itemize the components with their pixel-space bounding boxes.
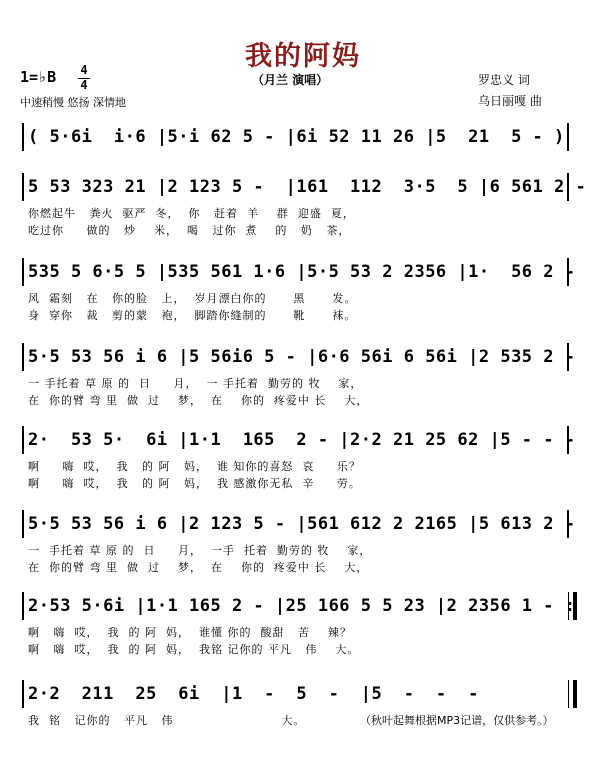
time-bottom: 4	[80, 78, 88, 92]
lyric-verse-1: 风 霜刻 在 你的脸 上， 岁月漂白你的 黑 发。	[28, 292, 357, 305]
lyric-verse-1: 你燃起牛 粪火 驱严 冬， 你 赶着 羊 群 迎盛 夏，	[28, 207, 355, 220]
notation-line: 5·5 53 56 i 6 |5 56i6 5 - |6·6 56i 6 56i |2 535 2 -	[28, 347, 576, 367]
lyric-verse-2: 在 你的臂 弯 里 做 过 梦， 在 你的 疼爱中 长 大，	[28, 561, 369, 574]
lyric-verse-1: 啊 嗨 哎， 我 的 阿 妈， 谁 知你的喜怒 哀 乐？	[28, 460, 361, 473]
transcription-note: （秋叶起舞根据MP3记谱，仅供参考。）	[360, 714, 554, 727]
singer-credit: （月兰 演唱）	[252, 73, 329, 87]
notation-line: 2· 53 5· 6i |1·1 165 2 - |2·2 21 25 62 |5 - - -	[28, 430, 576, 450]
lyric-verse-1: 一 手托着 草 原 的 日 月， 一 手托着 勤劳的 牧 家，	[28, 377, 363, 390]
lyric-verse-2: 在 你的臂 弯 里 做 过 梦， 在 你的 疼爱中 长 大，	[28, 394, 369, 407]
notation-line: 535 5 6·5 5 |535 561 1·6 |5·5 53 2 2356 |1· 56 2 -	[28, 262, 576, 282]
notation-line: 5·5 53 56 i 6 |2 123 5 - |561 612 2 2165 |5 613 2 -	[28, 514, 576, 534]
page-title: 我的阿妈	[245, 41, 361, 72]
notation-line: ( 5·6i i·6 |5·i 62 5 - |6i 52 11 26 |5 21 5 - )	[28, 127, 565, 147]
lyric-verse-1: 我 铭 记你的 平凡 伟 大。	[28, 714, 306, 727]
notation-line: 2·53 5·6i |1·1 165 2 - |25 166 5 5 23 |2 2356 1 - :	[28, 596, 576, 616]
lyric-verse-1: 一 手托着 草 原 的 日 月， 一手 托着 勤劳的 牧 家，	[28, 544, 372, 557]
key-signature: 1=♭B	[20, 68, 57, 86]
time-signature	[78, 64, 90, 92]
lyricist-credit: 罗忠义 词	[478, 73, 530, 87]
tempo-marking: 中速稍慢 悠扬 深情地	[20, 96, 126, 109]
lyric-verse-2: 吃过你 做的 炒 米， 喝 过你 煮 的 奶 茶，	[28, 224, 351, 237]
lyric-verse-1: 啊 嗨 哎， 我 的 阿 妈， 谁懂 你的 酸甜 苦 辣？	[28, 626, 352, 639]
lyric-verse-2: 啊 嗨 哎， 我 的 阿 妈， 我铭 记你的 平凡 伟 大。	[28, 643, 360, 656]
time-top: 4	[80, 63, 88, 77]
notation-line: 2·2 211 25 6i |1 - 5 - |5 - - -	[28, 684, 479, 704]
lyric-verse-2: 啊 嗨 哎， 我 的 阿 妈， 我 感激你无私 辛 劳。	[28, 477, 361, 490]
lyric-verse-2: 身 穿你 裁 剪的蒙 袍， 脚踏你缝制的 靴 袜。	[28, 309, 357, 322]
composer-credit: 乌日丽嘎 曲	[478, 94, 542, 108]
notation-line: 5 53 323 21 |2 123 5 - |161 112 3·5 5 |6 561 2 -	[28, 177, 587, 197]
